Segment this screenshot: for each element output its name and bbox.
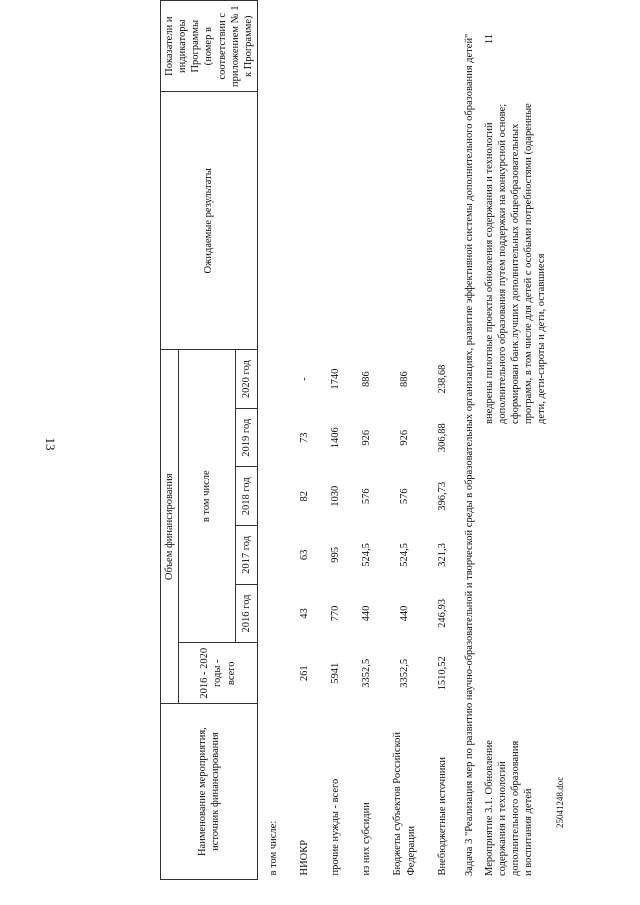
table-cell: 306,88 bbox=[436, 423, 448, 453]
measure-indicator: 11 bbox=[483, 33, 495, 45]
table-cell: 321,3 bbox=[436, 543, 448, 567]
header-name: Наименование мероприятия, источник финансирования bbox=[161, 704, 258, 880]
table-cell bbox=[257, 408, 289, 467]
table-cell: в том числе: bbox=[267, 820, 279, 876]
table-row bbox=[382, 1, 426, 880]
table-cell: 440 bbox=[361, 605, 373, 622]
table-cell: 886 bbox=[361, 371, 373, 387]
table-row bbox=[289, 1, 320, 880]
header-including: в том числе bbox=[179, 350, 236, 643]
table-cell: прочие нужды - всего bbox=[330, 778, 342, 876]
table-cell: 73 bbox=[299, 432, 310, 443]
table-cell: 3352,5 bbox=[398, 658, 410, 688]
table-cell bbox=[320, 1, 351, 92]
table-cell: Внебюджетные источники bbox=[436, 756, 448, 876]
table-cell: Бюджеты субъектов Российской Федерации bbox=[392, 731, 417, 876]
table-cell: 238,68 bbox=[436, 364, 448, 394]
funding-table bbox=[160, 0, 458, 880]
table-cell: 576 bbox=[361, 488, 373, 505]
table-cell bbox=[257, 92, 289, 350]
header-year: 2020 год bbox=[235, 350, 257, 409]
table-cell bbox=[257, 526, 289, 585]
header-year: 2018 год bbox=[235, 467, 257, 526]
table-cell: 82 bbox=[299, 491, 310, 502]
table-cell bbox=[257, 467, 289, 526]
header-year: 2017 год bbox=[235, 526, 257, 585]
header-year: 2016 год bbox=[235, 584, 257, 643]
table-cell bbox=[427, 1, 458, 92]
header-total: 2016 - 2020 годы - всего bbox=[179, 643, 258, 704]
table-cell: 396,73 bbox=[436, 481, 448, 511]
table-cell: 576 bbox=[398, 488, 410, 505]
table-cell: 261 bbox=[299, 665, 310, 682]
task-heading: Задача 3 "Реализация мер по развитию научно-образовательной и творческой среды в образовательных организациях, развитие эффективной системы дополнительного образования детей" bbox=[463, 33, 475, 876]
rotated-document bbox=[160, 0, 640, 880]
table-row bbox=[427, 1, 458, 880]
table-row bbox=[351, 1, 382, 880]
document-code: 25041248.doc bbox=[555, 776, 565, 828]
table-cell: 926 bbox=[398, 429, 410, 446]
table-cell: 524,5 bbox=[361, 543, 373, 567]
header-year: 2019 год bbox=[235, 408, 257, 467]
table-cell: 246,93 bbox=[436, 599, 448, 628]
page-number: 13 bbox=[43, 437, 58, 451]
table-cell bbox=[289, 1, 320, 92]
table-cell: - bbox=[299, 377, 310, 381]
table-cell bbox=[351, 92, 382, 350]
measure-results: внедрены пилотные проекты обновления содержания и технологий дополнительного образования путем поддержки на конкурсной основе; сформирован банк лучших дополнительных общеобразовательных программ, в том числе для детей с особыми потребностями (одаренные дети, дети-сироты и дети, оставшиеся bbox=[483, 103, 548, 424]
table-row bbox=[257, 1, 289, 880]
table-row bbox=[320, 1, 351, 880]
table-cell: 43 bbox=[299, 608, 310, 619]
table-cell bbox=[257, 350, 289, 409]
table-cell: 1510,52 bbox=[436, 656, 448, 691]
table-cell: НИОКР bbox=[299, 839, 310, 876]
table-cell bbox=[320, 92, 351, 350]
table-cell bbox=[427, 92, 458, 350]
table-cell: 440 bbox=[398, 605, 410, 622]
table-cell bbox=[257, 584, 289, 643]
table-cell: из них субсидии bbox=[361, 802, 373, 876]
table-cell: 63 bbox=[299, 549, 310, 561]
table-cell: 1406 bbox=[330, 427, 342, 449]
table-cell: 3352,5 bbox=[361, 658, 373, 688]
table-cell: 1740 bbox=[330, 368, 342, 390]
header-funding: Объем финансирования bbox=[161, 350, 179, 704]
table-cell: 886 bbox=[398, 371, 410, 387]
table-cell: 1030 bbox=[330, 485, 342, 507]
header-indicators: Показатели и индикаторы Программы (номер в соответствии с приложением № 1 к Программе) bbox=[161, 1, 258, 92]
table-cell: 5941 bbox=[330, 662, 342, 684]
table-cell bbox=[351, 1, 382, 92]
table-cell bbox=[382, 1, 426, 92]
measure-name: Мероприятие 3.1. Обновление содержания и технологий дополнительного образования и воспитания детей bbox=[483, 740, 535, 876]
table-cell: 524,5 bbox=[398, 543, 410, 567]
header-results: Ожидаемые результаты bbox=[161, 92, 258, 350]
table-cell bbox=[257, 1, 289, 92]
table-cell: 926 bbox=[361, 429, 373, 446]
table-cell: 995 bbox=[330, 547, 342, 563]
table-cell: 770 bbox=[330, 605, 342, 622]
measure-table bbox=[481, 0, 551, 880]
table-cell bbox=[289, 92, 320, 350]
table-cell bbox=[257, 643, 289, 704]
table-cell bbox=[382, 92, 426, 350]
